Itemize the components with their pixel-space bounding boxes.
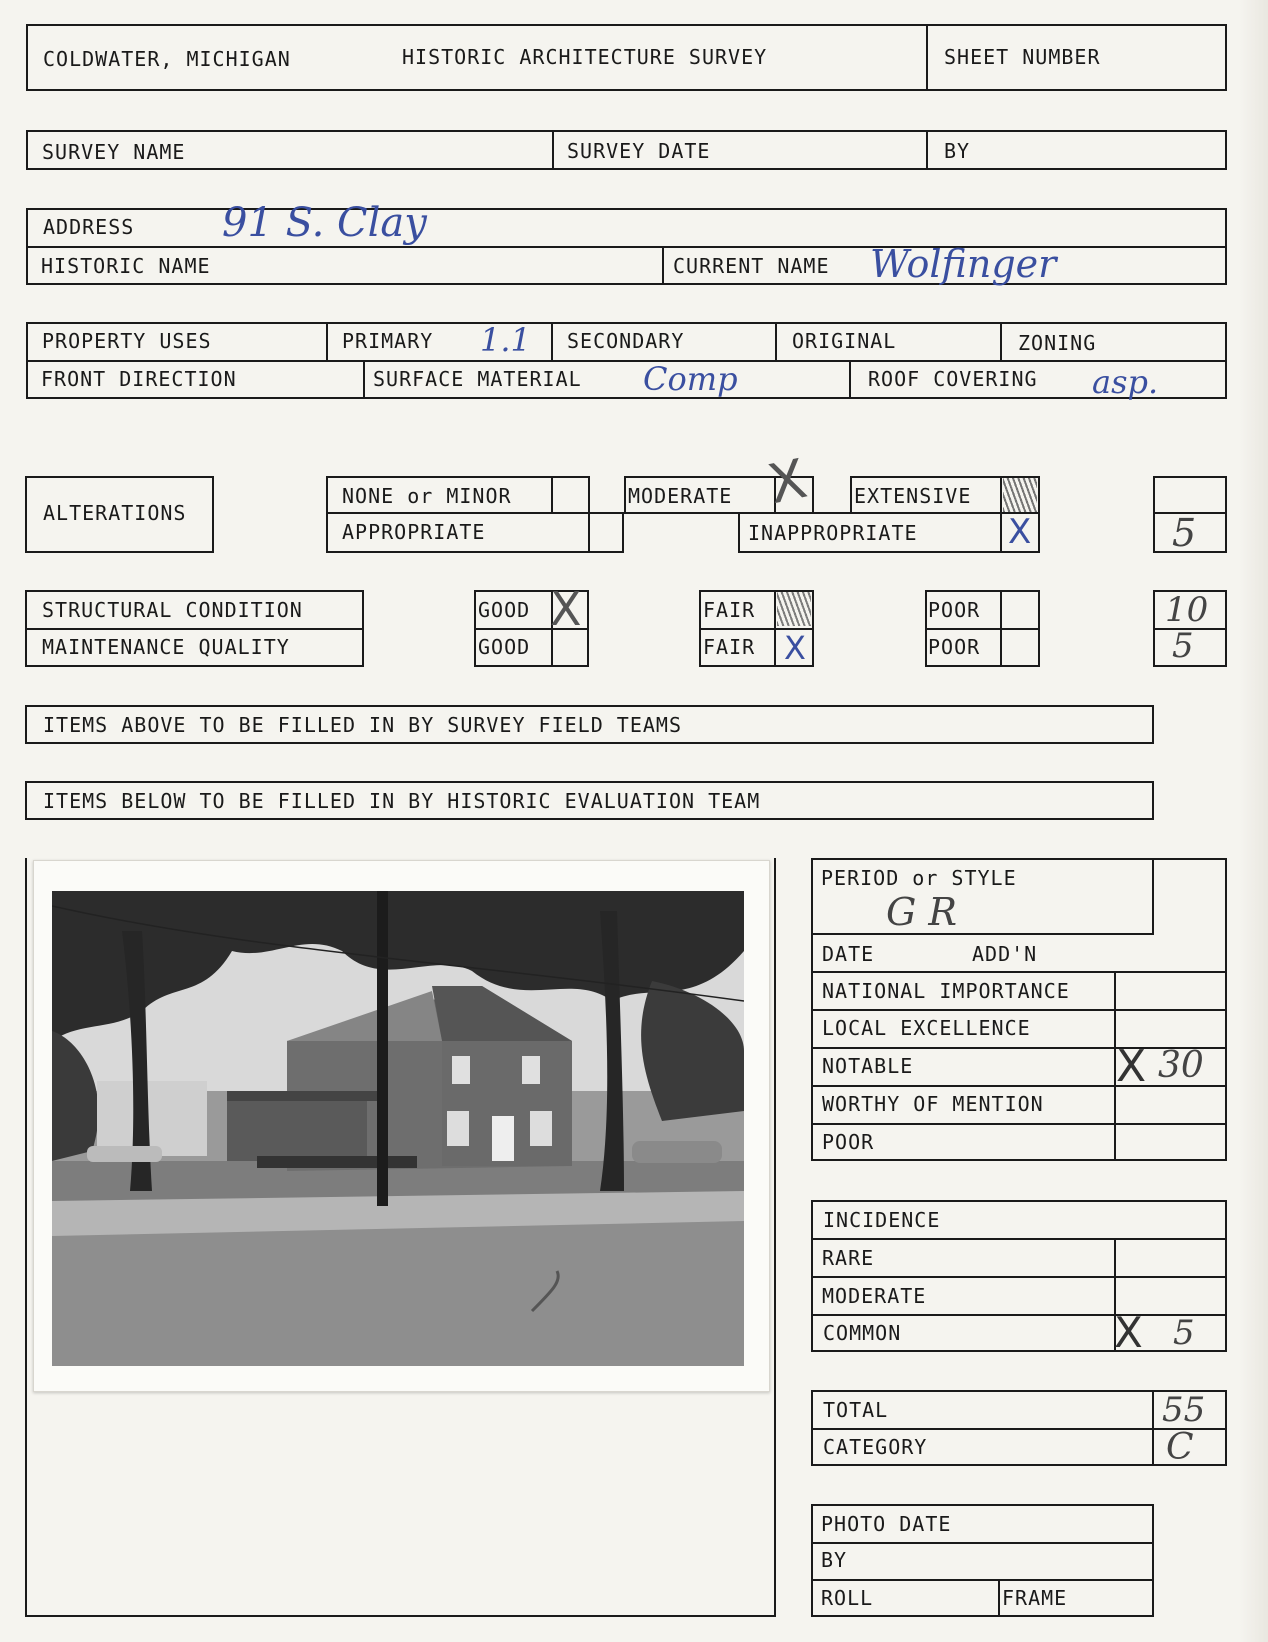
- maintenance-quality-label: MAINTENANCE QUALITY: [42, 635, 290, 659]
- common-label: COMMON: [823, 1321, 902, 1345]
- uses-div-5: [363, 360, 365, 399]
- roll-label: ROLL: [821, 1586, 874, 1610]
- period-style-label: PERIOD or STYLE: [821, 866, 1017, 890]
- extensive-scribble: [1003, 478, 1037, 512]
- date-label: DATE: [822, 942, 875, 966]
- period-divider: [811, 933, 1154, 935]
- moderate-cross-mark: X: [762, 446, 813, 517]
- uses-div-4: [1000, 322, 1002, 360]
- address-value: 91 S. Clay: [222, 200, 427, 246]
- eval-row-line-2: [811, 1009, 1227, 1011]
- roof-covering-value: asp.: [1092, 363, 1159, 401]
- fair-check-div: [774, 590, 776, 667]
- appropriate-label: APPROPRIATE: [342, 520, 486, 544]
- local-excellence-label: LOCAL EXCELLENCE: [822, 1016, 1031, 1040]
- common-x-mark: X: [1114, 1308, 1143, 1357]
- structural-poor-label: POOR: [928, 598, 981, 622]
- extensive-label: EXTENSIVE: [854, 484, 972, 508]
- structural-good-x: X: [550, 582, 582, 636]
- totals-score-col: [1152, 1390, 1154, 1466]
- house-photo: [52, 891, 744, 1366]
- photo-info-row-2: [811, 1579, 1154, 1581]
- primary-label: PRIMARY: [342, 329, 434, 353]
- surface-material-label: SURFACE MATERIAL: [373, 367, 582, 391]
- inappropriate-label: INAPPROPRIATE: [748, 521, 918, 545]
- house-photo-image: [52, 891, 744, 1366]
- maintenance-fair-label: FAIR: [703, 635, 756, 659]
- front-direction-label: FRONT DIRECTION: [41, 367, 237, 391]
- alt-moderate-label: MODERATE: [628, 484, 733, 508]
- items-below-note: ITEMS BELOW TO BE FILLED IN BY HISTORIC EVALUATION TEAM: [43, 789, 761, 813]
- alterations-score: 5: [1172, 511, 1197, 555]
- extensive-check-div: [1000, 476, 1002, 514]
- photo-card: [33, 860, 770, 1392]
- address-label: ADDRESS: [43, 215, 135, 239]
- structural-score: 10: [1165, 590, 1209, 630]
- structural-fair-scribble: [777, 592, 811, 626]
- inappropriate-x-mark: X: [1008, 512, 1032, 552]
- header-city: COLDWATER, MICHIGAN: [43, 47, 291, 71]
- structural-condition-label: STRUCTURAL CONDITION: [42, 598, 303, 622]
- uses-div-6: [849, 360, 851, 399]
- notable-x-mark: X: [1116, 1041, 1147, 1092]
- maintenance-good-label: GOOD: [478, 635, 531, 659]
- page-edge: [1240, 0, 1268, 1642]
- poor-divider: [925, 628, 1040, 630]
- poor-check-div: [1000, 590, 1002, 667]
- header-survey-title: HISTORIC ARCHITECTURE SURVEY: [402, 45, 768, 69]
- original-label: ORIGINAL: [792, 329, 897, 353]
- property-uses-divider: [26, 360, 1227, 362]
- category-value: C: [1166, 1427, 1194, 1468]
- photo-info-row-1: [811, 1542, 1154, 1544]
- eval-row-line-1: [811, 971, 1227, 973]
- none-minor-check-div: [551, 476, 553, 514]
- photo-date-label: PHOTO DATE: [821, 1512, 952, 1536]
- roof-covering-label: ROOF COVERING: [868, 367, 1038, 391]
- survey-by-label: BY: [944, 139, 971, 163]
- uses-div-2: [551, 322, 553, 360]
- current-name-divider: [662, 246, 664, 285]
- eval-row-line-4: [811, 1085, 1227, 1087]
- incidence-row-3: [811, 1314, 1227, 1316]
- category-label: CATEGORY: [823, 1435, 928, 1459]
- eval-row-line-5: [811, 1123, 1227, 1125]
- survey-divider-1: [552, 130, 554, 170]
- period-right-line: [1152, 858, 1154, 933]
- current-name-label: CURRENT NAME: [673, 254, 830, 278]
- eval-poor-label: POOR: [822, 1130, 875, 1154]
- maintenance-score: 5: [1172, 626, 1194, 666]
- period-style-value: G R: [886, 890, 958, 934]
- alterations-label: ALTERATIONS: [43, 501, 187, 525]
- notable-label: NOTABLE: [822, 1054, 914, 1078]
- incidence-row-2: [811, 1276, 1227, 1278]
- primary-value: 1.1: [480, 321, 531, 359]
- structural-fair-label: FAIR: [703, 598, 756, 622]
- inappropriate-check-div: [1000, 512, 1002, 553]
- items-above-note: ITEMS ABOVE TO BE FILLED IN BY SURVEY FIELD TEAMS: [43, 713, 683, 737]
- uses-div-1: [326, 322, 328, 360]
- frame-label: FRAME: [1002, 1586, 1068, 1610]
- addn-label: ADD'N: [972, 942, 1038, 966]
- rare-label: RARE: [822, 1246, 875, 1270]
- incidence-label: INCIDENCE: [823, 1208, 941, 1232]
- national-importance-label: NATIONAL IMPORTANCE: [822, 979, 1070, 1003]
- maintenance-poor-label: POOR: [928, 635, 981, 659]
- survey-divider-2: [926, 130, 928, 170]
- current-name-value: Wolfinger: [870, 242, 1057, 286]
- photo-by-label: BY: [821, 1548, 848, 1572]
- roll-frame-divider: [998, 1579, 1000, 1617]
- sheet-number-label: SHEET NUMBER: [944, 45, 1101, 69]
- secondary-label: SECONDARY: [567, 329, 685, 353]
- survey-date-label: SURVEY DATE: [567, 139, 711, 163]
- incidence-moderate-label: MODERATE: [822, 1284, 927, 1308]
- maintenance-fair-x: X: [784, 629, 806, 667]
- zoning-label: ZONING: [1018, 331, 1097, 355]
- total-value: 55: [1162, 1390, 1206, 1430]
- common-score: 5: [1173, 1313, 1195, 1353]
- worthy-of-mention-label: WORTHY OF MENTION: [822, 1092, 1044, 1116]
- uses-div-3: [775, 322, 777, 360]
- total-label: TOTAL: [823, 1398, 889, 1422]
- header-divider: [926, 24, 928, 91]
- surface-material-value: Comp: [643, 360, 738, 398]
- structural-good-label: GOOD: [478, 598, 531, 622]
- property-uses-label: PROPERTY USES: [42, 329, 212, 353]
- incidence-row-1: [811, 1238, 1227, 1240]
- appropriate-check-div: [588, 512, 590, 553]
- notable-score: 30: [1158, 1045, 1204, 1086]
- historic-name-label: HISTORIC NAME: [41, 254, 211, 278]
- none-minor-label: NONE or MINOR: [342, 484, 512, 508]
- condition-label-divider: [25, 628, 364, 630]
- survey-name-label: SURVEY NAME: [42, 140, 186, 164]
